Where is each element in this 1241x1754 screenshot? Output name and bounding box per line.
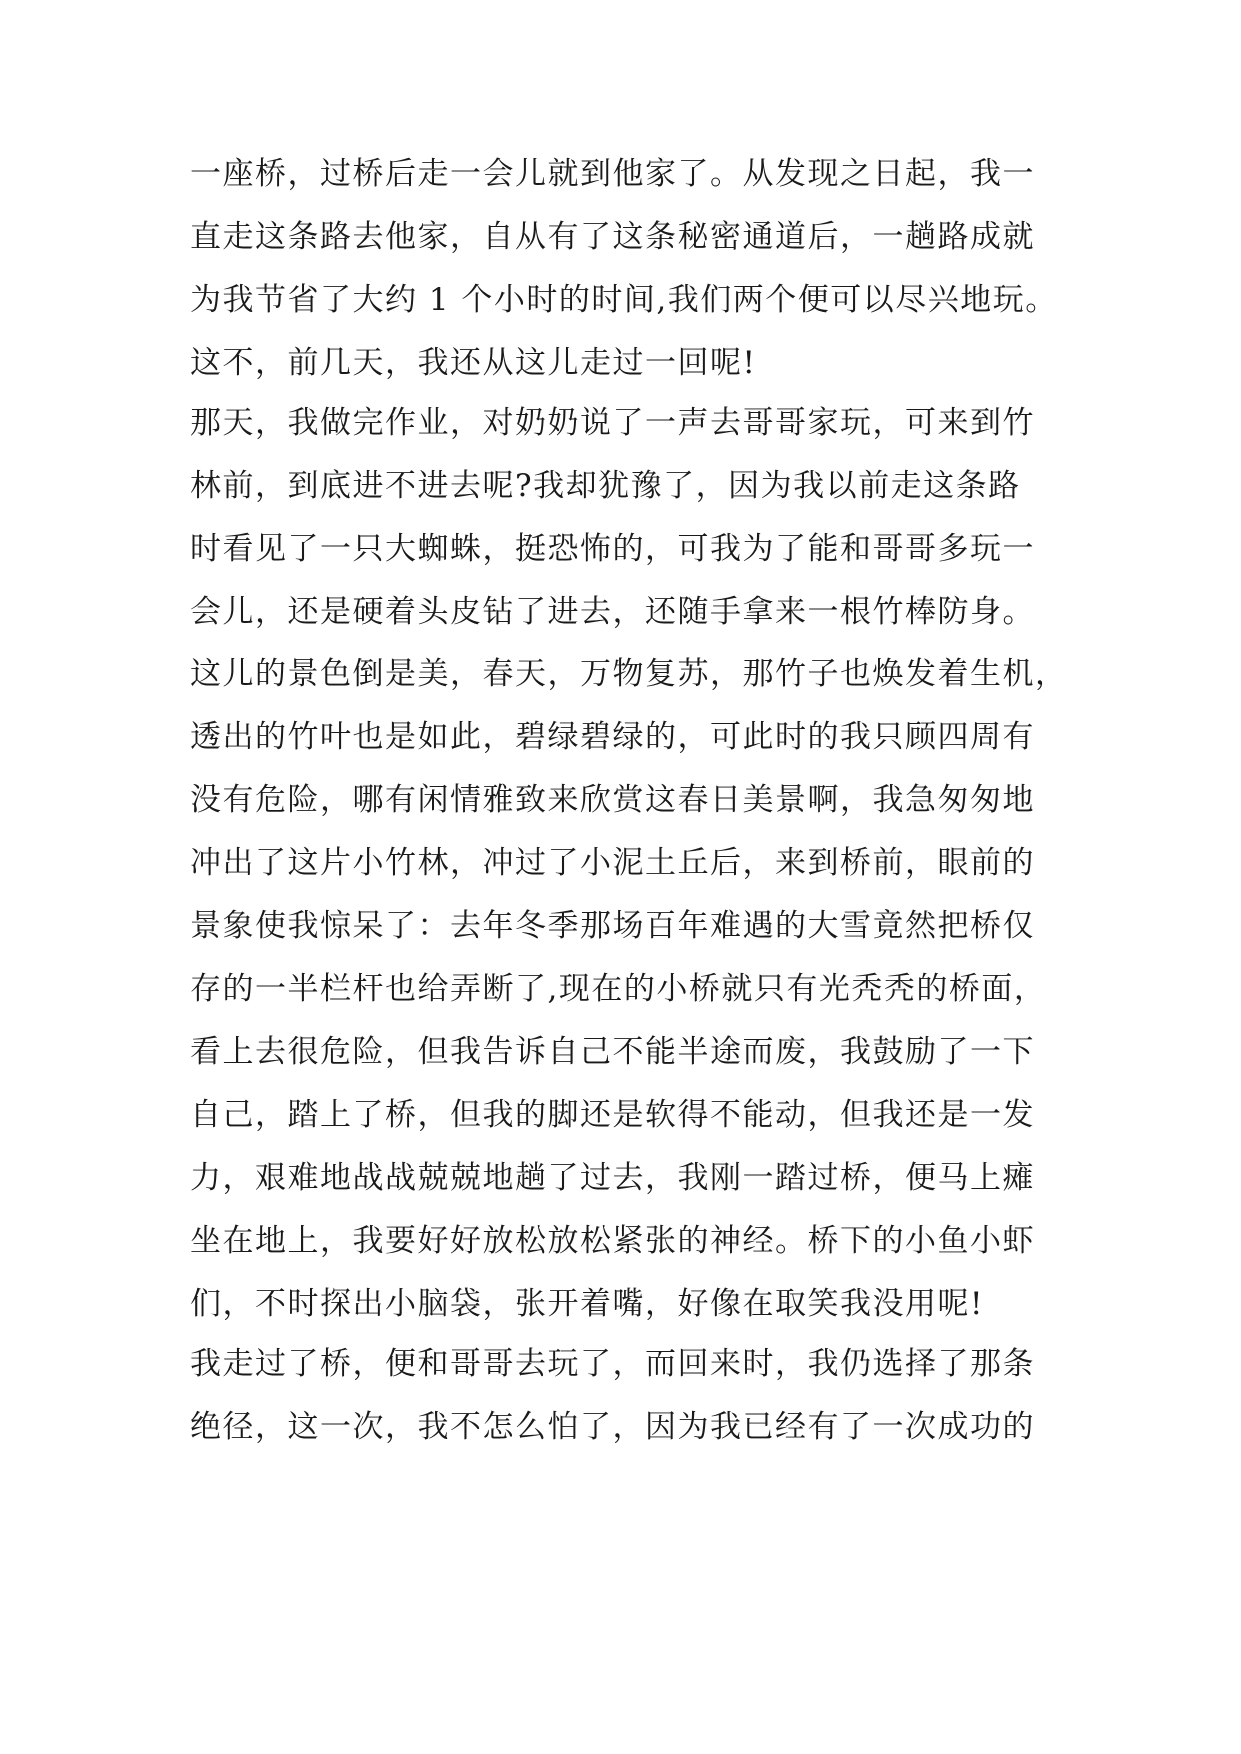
paragraph-line: 那天，我做完作业，对奶奶说了一声去哥哥家玩，可来到竹 — [190, 405, 1035, 441]
paragraph-3 — [190, 643, 1070, 1336]
paragraph-line: 景象使我惊呆了：去年冬季那场百年难遇的大雪竟然把桥仅 — [190, 908, 1035, 944]
paragraph-line: 们，不时探出小脑袋，张开着嘴，好像在取笑我没用呢! — [190, 1286, 984, 1322]
paragraph-line: 我走过了桥，便和哥哥去玩了，而回来时，我仍选择了那条 — [190, 1346, 1035, 1382]
paragraph-line: 存的一半栏杆也给弄断了,现在的小桥就只有光秃秃的桥面， — [190, 971, 1047, 1007]
paragraph-line: 力，艰难地战战兢兢地趟了过去，我刚一踏过桥，便马上瘫 — [190, 1160, 1035, 1196]
paragraph-line: 自己，踏上了桥，但我的脚还是软得不能动，但我还是一发 — [190, 1097, 1035, 1133]
paragraph-line: 直走这条路去他家，自从有了这条秘密通道后，一趟路成就 — [190, 219, 1035, 255]
paragraph-line: 这不，前几天，我还从这儿走过一回呢! — [190, 345, 757, 381]
paragraph-line: 会儿，还是硬着头皮钻了进去，还随手拿来一根竹棒防身。 — [190, 594, 1035, 630]
paragraph-line: 时看见了一只大蜘蛛，挺恐怖的，可我为了能和哥哥多玩一 — [190, 531, 1035, 567]
paragraph-line: 这儿的景色倒是美，春天，万物复苏，那竹子也焕发着生机， — [190, 656, 1068, 692]
paragraph-line: 透出的竹叶也是如此，碧绿碧绿的，可此时的我只顾四周有 — [190, 719, 1035, 755]
paragraph-line: 坐在地上，我要好好放松放松紧张的神经。桥下的小鱼小虾 — [190, 1223, 1035, 1259]
paragraph-2 — [190, 392, 1070, 644]
paragraph-line: 一座桥，过桥后走一会儿就到他家了。从发现之日起，我一 — [190, 156, 1035, 192]
paragraph-4 — [190, 1333, 1070, 1459]
paragraph-line: 绝径，这一次，我不怎么怕了，因为我已经有了一次成功的 — [190, 1409, 1035, 1445]
paragraph-line: 没有危险，哪有闲情雅致来欣赏这春日美景啊，我急匆匆地 — [190, 782, 1035, 818]
paragraph-line: 为我节省了大约 1 个小时的时间,我们两个便可以尽兴地玩。 — [190, 282, 1058, 318]
paragraph-line: 看上去很危险，但我告诉自己不能半途而废，我鼓励了一下 — [190, 1034, 1035, 1070]
paragraph-line: 林前，到底进不进去呢?我却犹豫了，因为我以前走这条路 — [190, 468, 1021, 504]
paragraph-1 — [190, 143, 1070, 395]
paragraph-line: 冲出了这片小竹林，冲过了小泥土丘后，来到桥前，眼前的 — [190, 845, 1035, 881]
